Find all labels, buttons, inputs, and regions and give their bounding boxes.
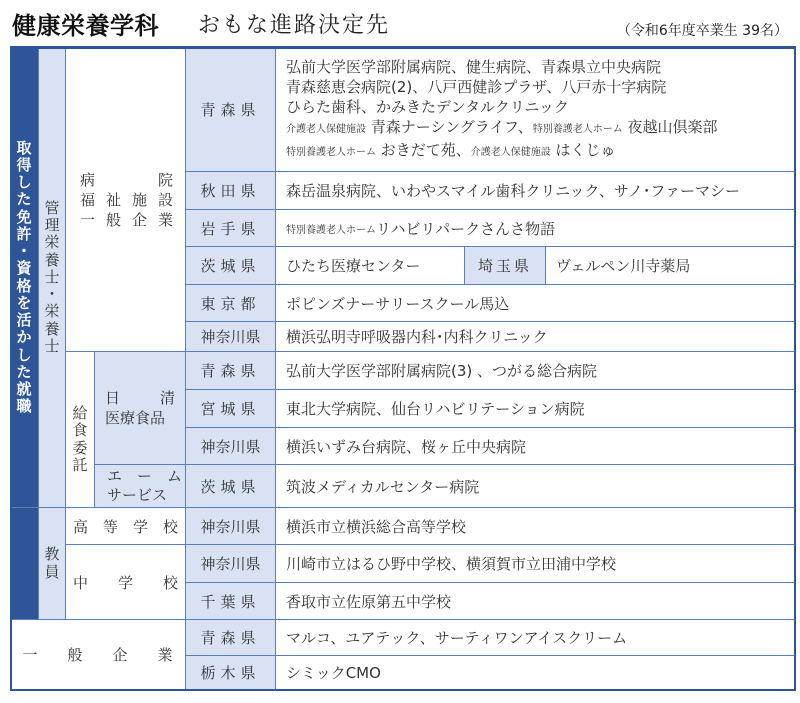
pref-tokyo: 東京都 [186, 285, 276, 322]
facility-name: リハビリパークさんさ物語 [376, 219, 556, 238]
page-title: 健康栄養学科 [12, 12, 159, 40]
vertical-char: 託 [72, 455, 88, 474]
destination-chiba: 香取市立佐原第五中学校 [276, 583, 796, 620]
vertical-char: た [16, 362, 32, 381]
vertical-char: 栄 [44, 302, 60, 321]
pref-tochigi: 栃木県 [186, 656, 276, 690]
facility-name: おきだて苑、 [376, 140, 471, 159]
food-service-label-cell [66, 352, 95, 508]
nisshin-text: 日 [105, 389, 121, 407]
vertical-char: 就 [16, 380, 32, 398]
hospital-group-char: 一 [80, 211, 96, 229]
vertical-char: 免 [16, 207, 32, 226]
general-company-label: 一 般 企 業 [22, 646, 173, 664]
vertical-char: し [16, 345, 32, 364]
vertical-char: 教 [44, 545, 60, 564]
vertical-char: 員 [44, 562, 60, 581]
vertical-char: 士 [44, 336, 60, 355]
page-subtitle: おもな進路決定先 [198, 13, 391, 38]
vertical-char: た [16, 190, 32, 209]
vertical-char: 職 [16, 397, 32, 416]
vertical-char: を [16, 293, 32, 312]
destination-akita: 森岳温泉病院、いわやスマイル歯科クリニック、サノ･ファーマシー [276, 172, 796, 210]
pref-aomori: 青森県 [186, 48, 276, 172]
graduate-count-note: （令和6年度卒業生 39名） [616, 23, 788, 39]
aim-text: エ ー ム [107, 467, 183, 485]
hospital-group-char: 祉 [105, 191, 121, 209]
facility-type: 介護老人保健施設 [470, 146, 551, 158]
nisshin-text: 清 [159, 389, 175, 407]
vertical-char: 得 [16, 155, 32, 174]
aim-service-cell [95, 465, 186, 508]
hospital-group-char: 福 [80, 191, 96, 209]
vertical-char: 栄 [44, 233, 60, 252]
facility-name: 夜越山倶楽部 [622, 117, 718, 136]
nisshin-cell [95, 352, 186, 465]
vertical-char: 養 [44, 319, 60, 338]
destination-line [286, 117, 717, 140]
vertical-char: 理 [44, 216, 60, 235]
hospital-group-char: 病 [80, 171, 96, 189]
facility-name: 青森ナーシングライフ、 [366, 117, 533, 136]
hospital-group-char: 業 [157, 211, 173, 229]
vertical-char: 委 [72, 438, 88, 457]
vertical-char: ・ [44, 285, 60, 304]
destination-miyagi: 東北大学病院、仙台リハビリテーション病院 [276, 390, 796, 428]
facility-type: 特別養護老人ホーム [286, 146, 376, 158]
destination-tokyo: ポピンズナーサリースクール馬込 [276, 285, 796, 322]
destination-line: 青森慈恵会病院(2)、八戸西健診プラザ、八戸赤十字病院 [286, 77, 667, 96]
vertical-char: ・ [16, 242, 32, 260]
facility-type: 特別養護老人ホーム [286, 224, 376, 236]
pref-ibaraki-2: 茨城県 [186, 465, 276, 508]
vertical-char: し [16, 173, 32, 191]
vertical-char: か [16, 328, 32, 347]
license-employment-label [10, 48, 39, 508]
destination-ibaraki-2: 筑波メディカルセンター病院 [276, 465, 796, 508]
hospital-group-char: 設 [157, 191, 173, 209]
vertical-text [39, 48, 65, 507]
destination-iwate [276, 210, 796, 247]
hospital-group-char: 施 [131, 191, 147, 209]
destination-ibaraki: ひたち医療センター [276, 247, 465, 285]
destination-kanagawa-4: 川崎市立はるひ野中学校、横須賀市立田浦中学校 [276, 545, 796, 583]
vertical-char: 資 [16, 259, 32, 278]
pref-saitama: 埼玉県 [465, 247, 546, 285]
hospital-welfare-company-cell [66, 48, 186, 352]
general-company-cell [10, 620, 186, 690]
destination-aomori-1 [276, 48, 796, 172]
hospital-group-char: 企 [131, 211, 147, 229]
destination-line: ひらた歯科、かみきたデンタルクリニック [286, 97, 569, 116]
vertical-text [10, 48, 38, 507]
destination-kanagawa-3: 横浜市立横浜総合高等学校 [276, 508, 796, 545]
destination-saitama: ヴェルペン川寺薬局 [546, 247, 796, 285]
destination-kanagawa-2: 横浜いずみ台病院、桜ヶ丘中央病院 [276, 428, 796, 465]
hospital-group-label [80, 170, 173, 230]
nisshin-text: 医療食品 [105, 409, 166, 427]
hospital-group-char: 院 [157, 171, 173, 189]
pref-kanagawa-3: 神奈川県 [186, 508, 276, 545]
vertical-char: 取 [16, 138, 32, 157]
high-school-label: 高 等 学 校 [72, 517, 178, 536]
vertical-char: 士 [44, 267, 60, 286]
hospital-group-char: 般 [105, 211, 121, 229]
junior-high-cell [66, 545, 186, 620]
destination-kanagawa-1: 横浜弘明寺呼吸器内科･内科クリニック [276, 322, 796, 352]
vertical-char: 活 [16, 311, 32, 329]
destination-aomori-3: マルコ、ユアテック、サーティワンアイスクリーム [276, 620, 796, 656]
vertical-text [39, 508, 65, 619]
pref-chiba: 千葉県 [186, 583, 276, 620]
pref-iwate: 岩手県 [186, 210, 276, 247]
hospital-group-char [106, 170, 121, 190]
hospital-group-char [132, 170, 147, 190]
vertical-char: 許 [16, 224, 32, 243]
facility-type: 介護老人保健施設 [286, 123, 366, 135]
pref-kanagawa-2: 神奈川県 [186, 428, 276, 465]
vertical-char: 給 [72, 404, 88, 422]
vertical-char: 養 [44, 250, 60, 269]
vertical-char: 管 [44, 198, 60, 217]
pref-akita: 秋田県 [186, 172, 276, 210]
facility-name: はくじゅ [550, 140, 616, 159]
teacher-label-cell [39, 508, 66, 620]
license-label-cell [39, 48, 66, 508]
pref-kanagawa: 神奈川県 [186, 322, 276, 352]
blue-filler [10, 508, 39, 620]
pref-miyagi: 宮城県 [186, 390, 276, 428]
pref-aomori-2: 青森県 [186, 352, 276, 390]
vertical-char: 格 [16, 276, 32, 295]
facility-type: 特別養護老人ホーム [532, 123, 623, 135]
destination-line: 弘前大学医学部附属病院、健生病院、青森県立中央病院 [286, 57, 662, 76]
vertical-char: 食 [72, 421, 88, 440]
junior-high-label: 中 学 校 [72, 573, 178, 592]
pref-kanagawa-4: 神奈川県 [186, 545, 276, 583]
vertical-text [66, 352, 94, 517]
high-school-cell [66, 508, 186, 545]
pref-ibaraki: 茨城県 [186, 247, 276, 285]
destination-tochigi: シミックCMO [276, 656, 796, 690]
pref-aomori-3: 青森県 [186, 620, 276, 656]
destination-line [286, 140, 616, 163]
aim-text: サービス [107, 486, 168, 504]
destination-aomori-2: 弘前大学医学部附属病院(3) 、つがる総合病院 [276, 352, 796, 390]
